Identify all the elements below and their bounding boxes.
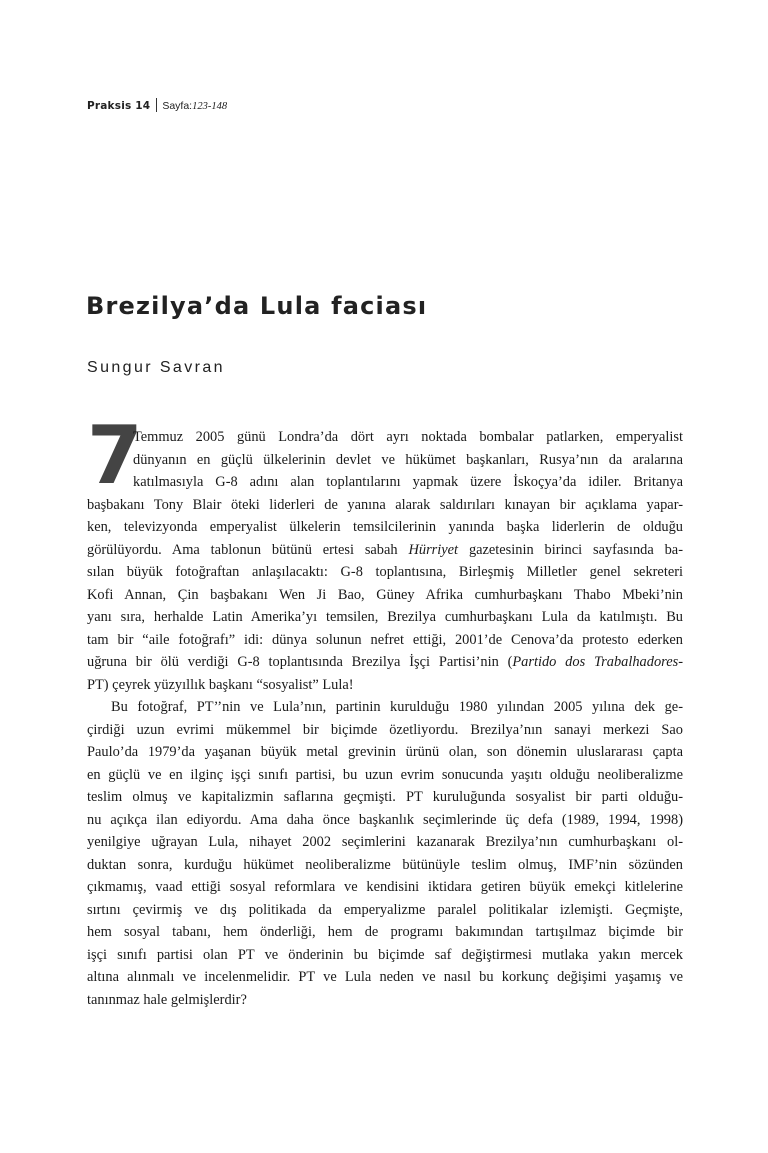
text-line: işçi sınıfı partisi olan PT ve önderinin bu biçimde saf değiştirmesi mutlaka yakın mercek — [87, 946, 683, 963]
text-line: Paulo’da 1979’da yaşanan büyük metal grevinin ürünü olan, son dönemin uluslararası çapta — [87, 744, 683, 760]
text-line: tam bir “aile fotoğrafı” idi: dünya solunun nefret ettiği, 2001’de Cenova’da protesto ederken — [87, 631, 683, 648]
newspaper-name: Hürriyet — [408, 541, 459, 558]
text-segment: görülüyordu. Ama tablonun bütünü ertesi sabah — [87, 541, 398, 558]
text-line: çirdiği uzun evrimi mükemmel bir biçimde özetliyordu. Brezilya’nın sanayi merkezi Sao — [87, 721, 683, 738]
text-line: PT) çeyrek yüzyıllık başkanı “sosyalist” Lula! — [87, 676, 354, 693]
page-range: 123-148 — [192, 101, 228, 112]
text-line: tanınmaz hale gelmişlerdir? — [87, 991, 247, 1008]
text-line: katılmasıyla G-8 adını alan toplantılarını yapmak üzere İskoçya’da idiler. Britanya — [133, 474, 683, 490]
running-header — [87, 98, 227, 112]
article-body — [87, 426, 683, 1011]
text-line: başbakanı Tony Blair öteki liderleri de yanına alarak saldırıları kınayan bir açıklama yapar- — [87, 496, 683, 513]
article-author: Sungur Savran — [87, 359, 225, 376]
text-line: yenilgiye uğrayan Lula, nihayet 2002 seçimlerini kazanarak Brezilya’nın cumhurbaşkanı ol- — [87, 834, 683, 850]
text-line: en güçlü ve en ilginç işçi sınıfı partisi, bu uzun evrim sonucunda yaşıtı olduğu neoliberalizme — [87, 766, 683, 783]
article-title: Brezilya’da Lula faciası — [86, 292, 428, 320]
text-line: teslim olmuş ve kapitalizmin saflarına geçmişti. PT kuruluğunda sosyalist bir parti olduğu- — [87, 789, 683, 805]
text-line: hem sosyal tabanı, hem önderliği, hem de programı bakımından tartışılmaz biçimde bir — [87, 924, 683, 940]
text-line: çıkmamış, vaad ettiği sosyal reformlara ve kendisini iktidara getiren büyük emekçi kitlelerine — [87, 879, 683, 895]
text-line: duktan sonra, kurduğu hükümet neoliberalizme bütünüyle teslim olmuş, IMF’nin sözünden — [87, 856, 683, 873]
text-line — [87, 539, 683, 562]
text-line: dünyanın en güçlü ülkelerinin devlet ve hükümet başkanları, Rusya’nın da aralarına — [133, 451, 683, 468]
page-label: Sayfa: — [162, 100, 193, 112]
drop-cap: 7 — [87, 409, 143, 502]
text-line: yanı sıra, herhalde Latin Amerika’yı temsilen, Brezilya cumhurbaşkanı Lula da katılmıştı. Bu — [87, 609, 683, 625]
text-line: Kofi Annan, Çin başbakanı Wen Ji Bao, Güney Afrika cumhurbaşkanı Thabo Mbeki’nin — [87, 586, 683, 603]
text-line: sırtını çevirmiş ve dış politikada da emperyalizme paralel politikalar izlemişti. Geçmişte, — [87, 901, 683, 918]
journal-issue: Praksis 14 — [87, 100, 151, 112]
text-line: altına alınmalı ve incelenmelidir. PT ve Lula neden ve nasıl bu korkunç değişimi yaşamış ve — [87, 969, 683, 985]
party-name-italic: Partido dos Trabalhadores- — [512, 654, 683, 670]
text-line: Bu fotoğraf, PT’’nin ve Lula’nın, partinin kurulduğu 1980 yılından 2005 yılına dek ge- — [111, 699, 683, 715]
text-line: ken, televizyonda emperyalist ülkelerin temsilcilerinin yanında başka liderlerin de olduğu — [87, 519, 683, 535]
text-segment: uğruna bir ölü verdiği G-8 toplantısında Brezilya İşçi Partisi’nin ( — [87, 654, 513, 670]
text-segment: gazetesinin birinci sayfasında ba- — [468, 541, 683, 558]
text-line: nu açıkça ilan ediyordu. Ama daha önce başkanlık seçimlerinde üç defa (1989, 1994, 1998) — [87, 811, 683, 828]
text-line: Temmuz 2005 günü Londra’da dört ayrı noktada bombalar patlarken, emperyalist — [133, 429, 683, 445]
header-divider — [156, 98, 157, 112]
text-line — [87, 651, 683, 674]
text-line: sılan büyük fotoğraftan anlaşılacaktı: G-8 toplantısına, Birleşmiş Milletler genel sekreteri — [87, 564, 683, 580]
